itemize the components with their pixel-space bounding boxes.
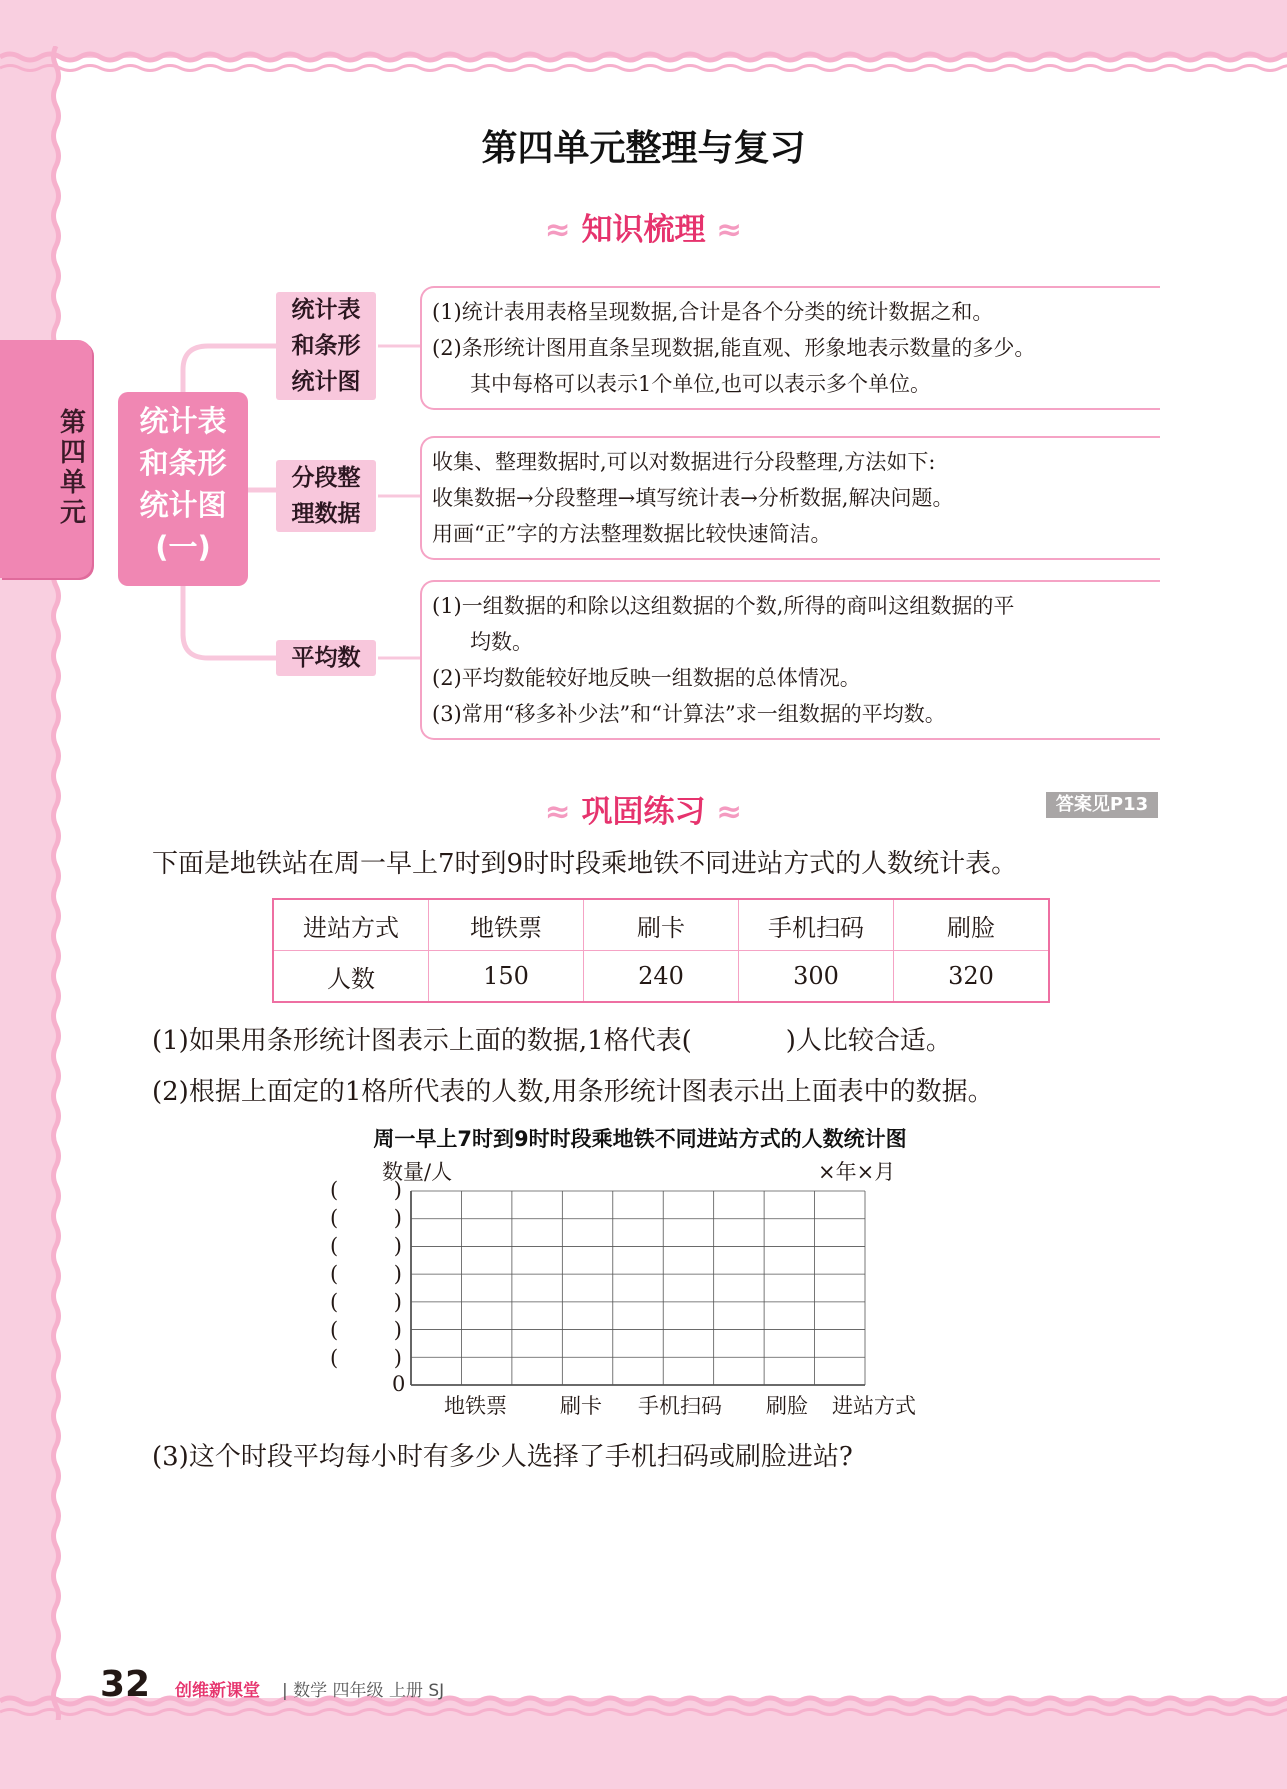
paren-close: ) <box>393 1234 402 1258</box>
question-intro: 下面是地铁站在周一早上7时到9时时段乘地铁不同进站方式的人数统计表。 <box>152 849 1018 879</box>
y-tick-blank[interactable] <box>330 1346 402 1370</box>
data-table <box>272 898 1050 1003</box>
branch-label-table-bar <box>276 292 376 400</box>
y-tick-blank[interactable] <box>330 1178 402 1202</box>
table-cell: 手机扫码 <box>739 899 894 951</box>
table-cell: 刷脸 <box>894 899 1050 951</box>
paren-close: ) <box>393 1290 402 1314</box>
chart-x-axis-label: 进站方式 <box>832 1394 916 1418</box>
center-line: 统计表 <box>139 404 227 438</box>
y-tick-blank[interactable] <box>330 1318 402 1342</box>
side-tab-char: 四 <box>59 438 86 468</box>
paren-open: ( <box>330 1178 339 1202</box>
side-tab-char: 第 <box>59 408 86 438</box>
center-line: (一) <box>155 530 211 564</box>
paren-open: ( <box>330 1318 339 1342</box>
question-1-part-b: )人比较合适。 <box>785 1026 952 1056</box>
paren-open: ( <box>330 1262 339 1286</box>
knowledge-line: (3)常用“移多补少法”和“计算法”求一组数据的平均数。 <box>432 702 946 726</box>
knowledge-line: (2)条形统计图用直条呈现数据,能直观、形象地表示数量的多少。 <box>432 336 1036 360</box>
knowledge-box-grouping <box>420 436 1160 560</box>
center-line: 统计图 <box>139 488 227 522</box>
table-cell: 320 <box>894 951 1050 1003</box>
section-title-knowledge: 知识梳理 <box>581 212 706 248</box>
paren-close: ) <box>393 1346 402 1370</box>
wave-deco-icon: ≈ <box>544 212 571 248</box>
footer-book-info: | 数学 四年级 上册 SJ <box>282 1681 445 1701</box>
branch-label-line: 统计图 <box>291 369 361 395</box>
side-tab-char: 元 <box>59 498 86 528</box>
paren-close: ) <box>393 1206 402 1230</box>
branch-label-line: 分段整 <box>291 465 361 491</box>
table-cell: 240 <box>584 951 739 1003</box>
table-cell: 进站方式 <box>273 899 429 951</box>
wave-deco-icon: ≈ <box>544 794 571 830</box>
branch-label-line: 统计表 <box>291 297 361 323</box>
question-3: (3)这个时段平均每小时有多少人选择了手机扫码或刷脸进站? <box>152 1442 853 1472</box>
table-cell: 地铁票 <box>429 899 584 951</box>
knowledge-line: (2)平均数能较好地反映一组数据的总体情况。 <box>432 666 861 690</box>
paren-close: ) <box>393 1318 402 1342</box>
knowledge-line: 均数。 <box>470 630 533 654</box>
knowledge-line: 其中每格可以表示1个单位,也可以表示多个单位。 <box>470 372 932 396</box>
chart-blank-grid[interactable] <box>410 1190 866 1386</box>
footer-brand: 创维新课堂 <box>175 1681 260 1701</box>
side-tab-char: 单 <box>59 468 86 498</box>
branch-label-average <box>276 640 376 676</box>
knowledge-line: 收集数据→分段整理→填写统计表→分析数据,解决问题。 <box>432 486 954 510</box>
knowledge-line: (1)统计表用表格呈现数据,合计是各个分类的统计数据之和。 <box>432 300 994 324</box>
center-line: 和条形 <box>139 446 227 480</box>
table-header-row <box>273 899 1049 951</box>
wave-deco-icon: ≈ <box>716 794 743 830</box>
y-tick-blank[interactable] <box>330 1234 402 1258</box>
branch-label-line: 平均数 <box>291 645 361 671</box>
page-number: 32 <box>100 1664 151 1705</box>
page-title: 第四单元整理与复习 <box>481 128 806 169</box>
x-category-label: 手机扫码 <box>638 1394 722 1418</box>
paren-open: ( <box>330 1290 339 1314</box>
question-1 <box>152 1020 952 1057</box>
y-tick-blank[interactable] <box>330 1206 402 1230</box>
wave-deco-icon: ≈ <box>716 212 743 248</box>
paren-open: ( <box>330 1234 339 1258</box>
paren-open: ( <box>330 1346 339 1370</box>
knowledge-line: 收集、整理数据时,可以对数据进行分段整理,方法如下: <box>432 450 936 474</box>
knowledge-box-average <box>420 580 1160 740</box>
paren-open: ( <box>330 1206 339 1230</box>
table-cell: 300 <box>739 951 894 1003</box>
chart-zero-label: 0 <box>392 1372 406 1396</box>
y-tick-blank[interactable] <box>330 1290 402 1314</box>
knowledge-line: 用画“正”字的方法整理数据比较快速简洁。 <box>432 522 832 546</box>
x-category-label: 地铁票 <box>444 1394 507 1418</box>
table-cell: 刷卡 <box>584 899 739 951</box>
mindmap-center-node <box>118 392 248 586</box>
table-cell: 人数 <box>273 951 429 1003</box>
branch-label-line: 理数据 <box>291 501 361 527</box>
table-row <box>273 951 1049 1003</box>
chart-title: 周一早上7时到9时时段乘地铁不同进站方式的人数统计图 <box>373 1127 907 1151</box>
knowledge-box-table-bar <box>420 286 1160 410</box>
paren-close: ) <box>393 1178 402 1202</box>
section-title-practice: 巩固练习 <box>581 794 706 830</box>
branch-label-grouping <box>276 460 376 532</box>
y-tick-blank[interactable] <box>330 1262 402 1286</box>
chart-date-label: ×年×月 <box>818 1160 896 1184</box>
chart-y-axis-label: 数量/人 <box>382 1160 453 1184</box>
question-2: (2)根据上面定的1格所代表的人数,用条形统计图表示出上面表中的数据。 <box>152 1077 994 1107</box>
branch-label-line: 和条形 <box>291 333 361 359</box>
table-cell: 150 <box>429 951 584 1003</box>
x-category-label: 刷脸 <box>766 1394 808 1418</box>
question-1-part-a: (1)如果用条形统计图表示上面的数据,1格代表( <box>152 1026 692 1056</box>
x-category-label: 刷卡 <box>560 1394 602 1418</box>
knowledge-line: (1)一组数据的和除以这组数据的个数,所得的商叫这组数据的平 <box>432 594 1015 618</box>
answer-reference-badge: 答案见P13 <box>1046 792 1158 818</box>
paren-close: ) <box>393 1262 402 1286</box>
